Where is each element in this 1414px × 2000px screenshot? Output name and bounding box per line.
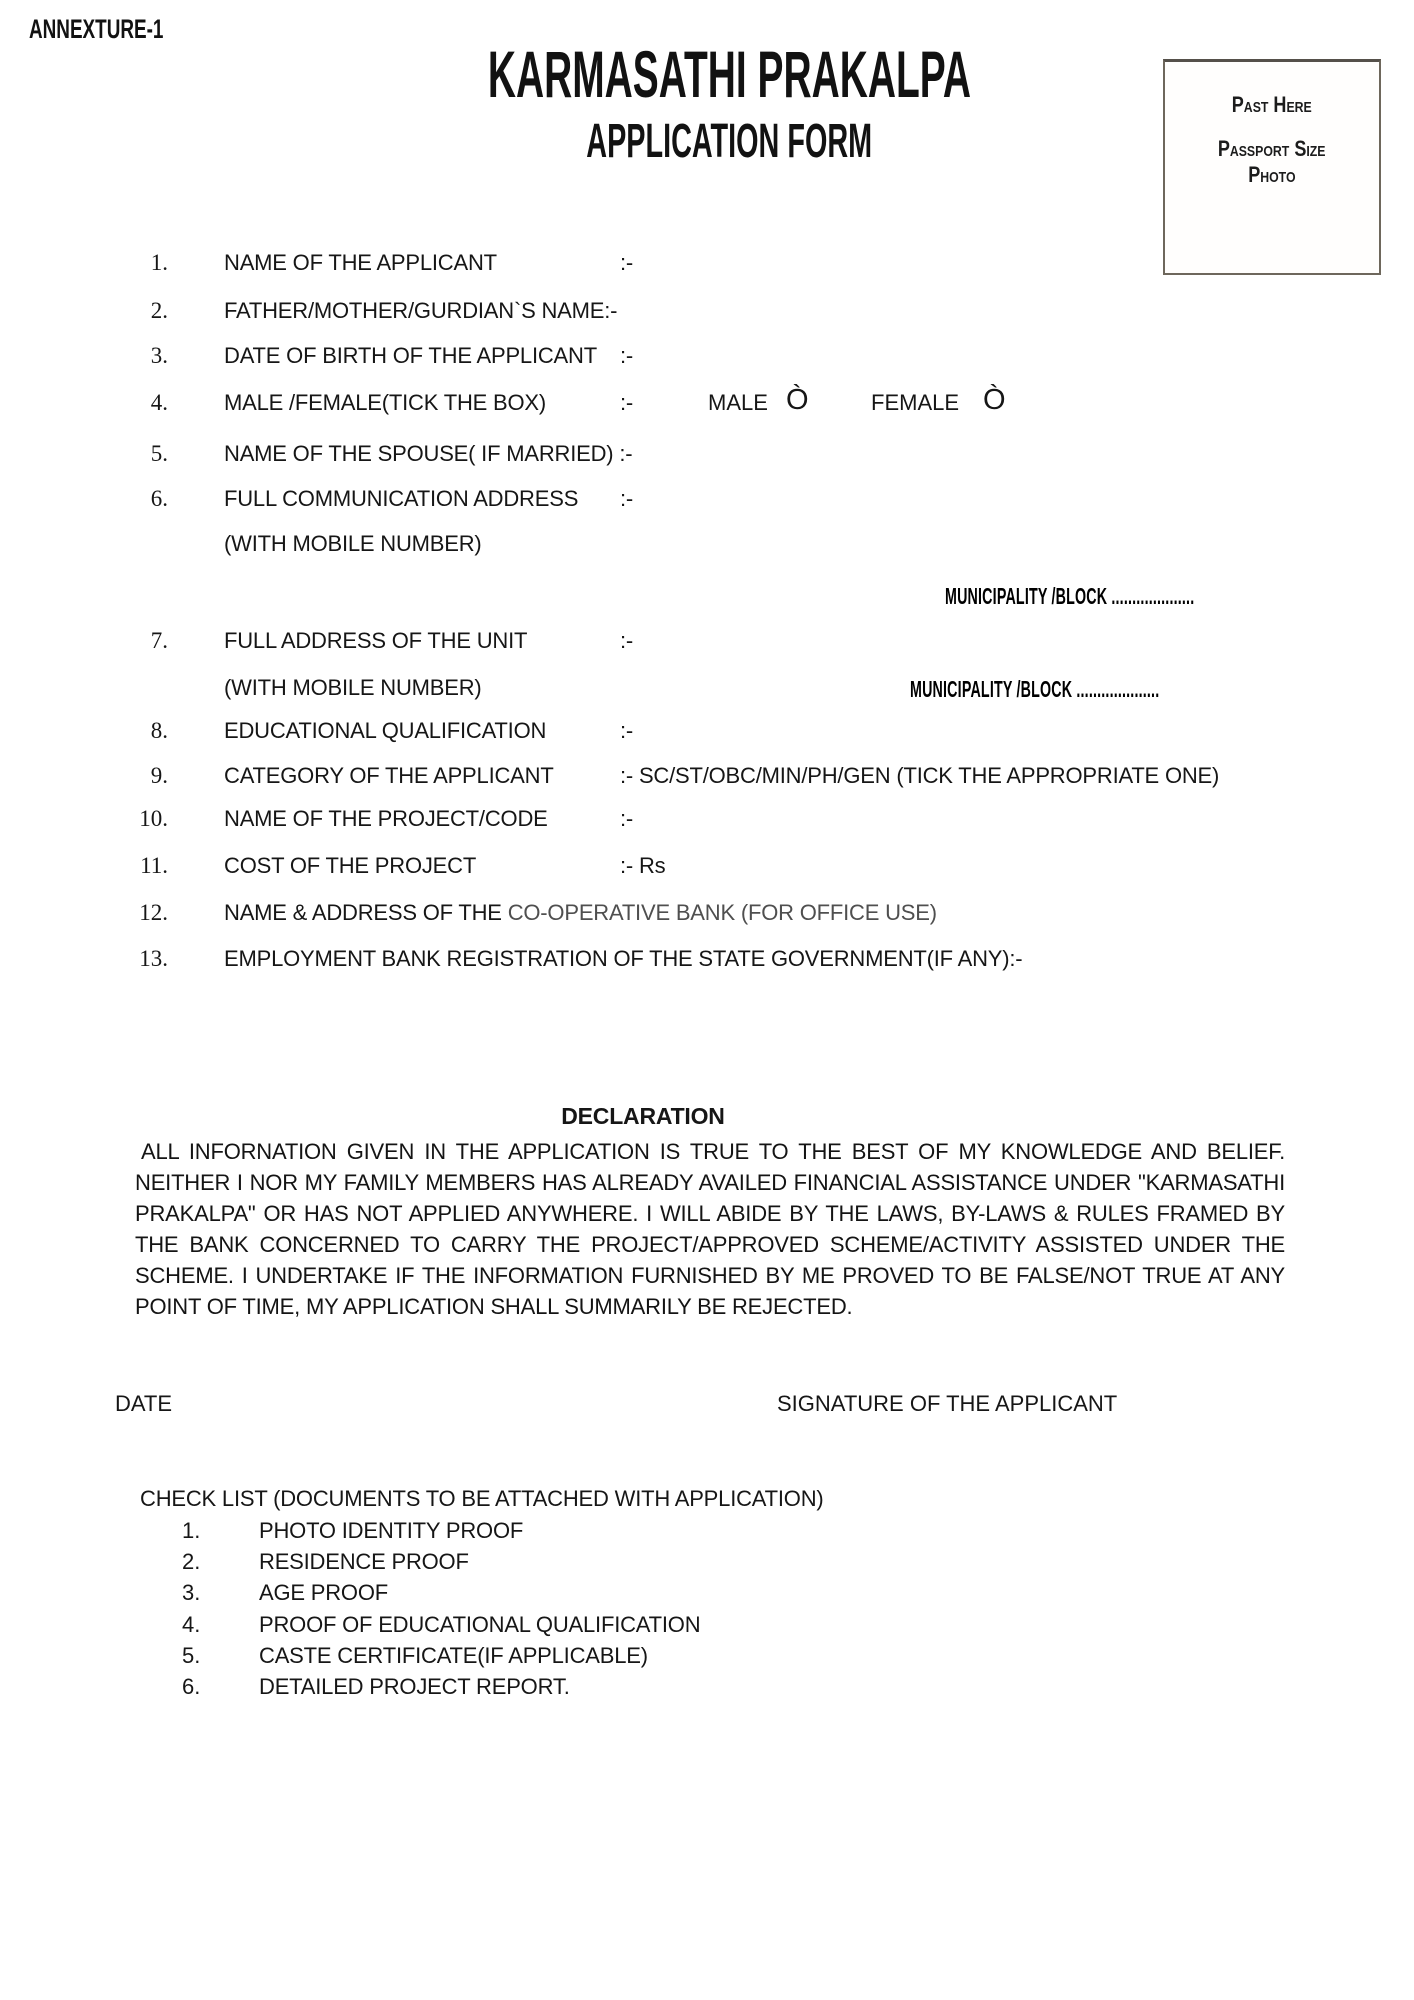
item-colon: :-: [620, 628, 634, 653]
item-sublabel: (WITH MOBILE NUMBER): [224, 675, 482, 700]
checklist-item-3: [0, 1580, 1414, 1610]
checklist-label: PROOF OF EDUCATIONAL QUALIFICATION: [259, 1612, 701, 1637]
item-colon: :-: [620, 486, 634, 511]
checklist-number: 4.: [182, 1612, 201, 1637]
item-sublabel: (WITH MOBILE NUMBER): [224, 531, 482, 556]
male-tick-symbol: Ò: [786, 384, 809, 416]
form-item-1: [0, 250, 1414, 280]
item-label: [224, 900, 937, 926]
form-item-9: [0, 763, 1414, 793]
item-label: FULL COMMUNICATION ADDRESS: [224, 486, 579, 511]
checklist-item-4: [0, 1612, 1414, 1642]
male-label: MALE: [708, 390, 768, 415]
signature-label: SIGNATURE OF THE APPLICANT: [777, 1391, 1118, 1416]
checklist-item-2: [0, 1549, 1414, 1579]
item-label: NAME OF THE SPOUSE( IF MARRIED) :-: [224, 441, 633, 466]
item-colon: :- Rs: [620, 853, 666, 878]
item-number: 1.: [150, 250, 168, 275]
female-tick-symbol: Ò: [983, 384, 1006, 416]
form-item-11: [0, 853, 1414, 883]
item-label: FATHER/MOTHER/GURDIAN`S NAME:-: [224, 298, 618, 323]
checklist-item-6: [0, 1674, 1414, 1704]
item-number: 4.: [150, 390, 168, 415]
checklist-label: PHOTO IDENTITY PROOF: [259, 1518, 524, 1543]
checklist-number: 6.: [182, 1674, 201, 1699]
photo-box-line-2: Passport Size: [1218, 136, 1326, 161]
page-title: KARMASATHI PRAKALPA: [487, 37, 971, 111]
item-number: 8.: [150, 718, 168, 743]
item-colon: :-: [620, 343, 634, 368]
item-number: 12.: [139, 900, 168, 925]
item-label: EMPLOYMENT BANK REGISTRATION OF THE STATE GOVERNMENT(IF ANY):-: [224, 946, 1023, 971]
female-label: FEMALE: [871, 390, 960, 415]
item-colon: :-: [620, 806, 634, 831]
form-item-4: [0, 384, 1414, 420]
item-colon: :-: [620, 250, 634, 275]
item-number: 11.: [140, 853, 168, 878]
form-item-6-subline: [0, 531, 1414, 561]
item-number: 2.: [150, 298, 168, 323]
item-label: NAME OF THE PROJECT/CODE: [224, 806, 548, 831]
declaration-heading: DECLARATION: [561, 1103, 725, 1129]
item-label: NAME OF THE APPLICANT: [224, 250, 497, 275]
form-item-8: [0, 718, 1414, 748]
item-number: 5.: [150, 441, 168, 466]
item-label: MALE /FEMALE(TICK THE BOX): [224, 390, 547, 415]
item-number: 13.: [139, 946, 168, 971]
item-label: EDUCATIONAL QUALIFICATION: [224, 718, 547, 743]
item-label-office-use: CO-OPERATIVE BANK (FOR OFFICE USE): [507, 900, 937, 925]
form-item-6: [0, 486, 1414, 516]
declaration-text: ALL INFORNATION GIVEN IN THE APPLICATION IS TRUE TO THE BEST OF MY KNOWLEDGE AND BELIEF. NEITHER I NOR MY FAMILY MEMBERS HAS ALREADY AVAILED FINANCIAL ASSISTANCE UNDER "KARMASATHI PRAKALPA" OR HAS NOT APPLIED ANYWHERE. I WILL ABIDE BY THE LAWS, BY-LAWS & RULES FRAMED BY THE BANK CONCERNED TO CARRY THE PROJECT/APPROVED SCHEME/ACTIVITY ASSISTED UNDER THE SCHEME. I UNDERTAKE IF THE INFORMATION FURNISHED BY ME PROVED TO BE FALSE/NOT TRUE AT ANY POINT OF TIME, MY APPLICATION SHALL SUMMARILY BE REJECTED.: [135, 1139, 1285, 1319]
item-colon: :-: [620, 390, 634, 415]
item-number: 6.: [150, 486, 168, 511]
form-item-3: [0, 343, 1414, 373]
form-item-10: [0, 806, 1414, 836]
page-subtitle: APPLICATION FORM: [586, 115, 872, 168]
checklist-heading: CHECK LIST (DOCUMENTS TO BE ATTACHED WITH APPLICATION): [140, 1486, 824, 1511]
checklist-number: 1.: [182, 1518, 201, 1543]
item-label: CATEGORY OF THE APPLICANT: [224, 763, 554, 788]
item-colon: :- SC/ST/OBC/MIN/PH/GEN (TICK THE APPROPRIATE ONE): [620, 763, 1220, 788]
item-number: 9.: [150, 763, 168, 788]
checklist-label: CASTE CERTIFICATE(IF APPLICABLE): [259, 1643, 648, 1668]
form-item-7-subline: [0, 675, 1414, 705]
item-number: 3.: [150, 343, 168, 368]
item-label: DATE OF BIRTH OF THE APPLICANT: [224, 343, 597, 368]
checklist-label: RESIDENCE PROOF: [259, 1549, 469, 1574]
date-label: DATE: [115, 1391, 173, 1416]
checklist-item-1: [0, 1518, 1414, 1548]
form-item-5: [0, 441, 1414, 471]
annexure-label: ANNEXTURE-1: [29, 14, 164, 44]
form-item-2: [0, 298, 1414, 328]
photo-box-line-1: Past Here: [1232, 92, 1312, 117]
form-item-12: [0, 900, 1414, 930]
item-label-part: NAME & ADDRESS OF THE: [224, 900, 508, 925]
municipality-block-line-1: MUNICIPALITY /BLOCK ....................: [945, 583, 1195, 609]
checklist-item-5: [0, 1643, 1414, 1673]
checklist-number: 2.: [182, 1549, 201, 1574]
checklist-label: AGE PROOF: [259, 1580, 388, 1605]
photo-box-line-3: Photo: [1248, 162, 1296, 187]
checklist-label: DETAILED PROJECT REPORT.: [259, 1674, 570, 1699]
checklist-number: 3.: [182, 1580, 201, 1605]
form-item-13: [0, 946, 1414, 976]
item-number: 10.: [139, 806, 168, 831]
item-colon: :-: [620, 718, 634, 743]
form-item-7: [0, 628, 1414, 658]
checklist-number: 5.: [182, 1643, 201, 1668]
item-number: 7.: [150, 628, 168, 653]
item-label: FULL ADDRESS OF THE UNIT: [224, 628, 528, 653]
municipality-block-line-2: MUNICIPALITY /BLOCK ....................: [910, 676, 1160, 702]
passport-photo-box: [1163, 59, 1381, 275]
item-label: COST OF THE PROJECT: [224, 853, 477, 878]
